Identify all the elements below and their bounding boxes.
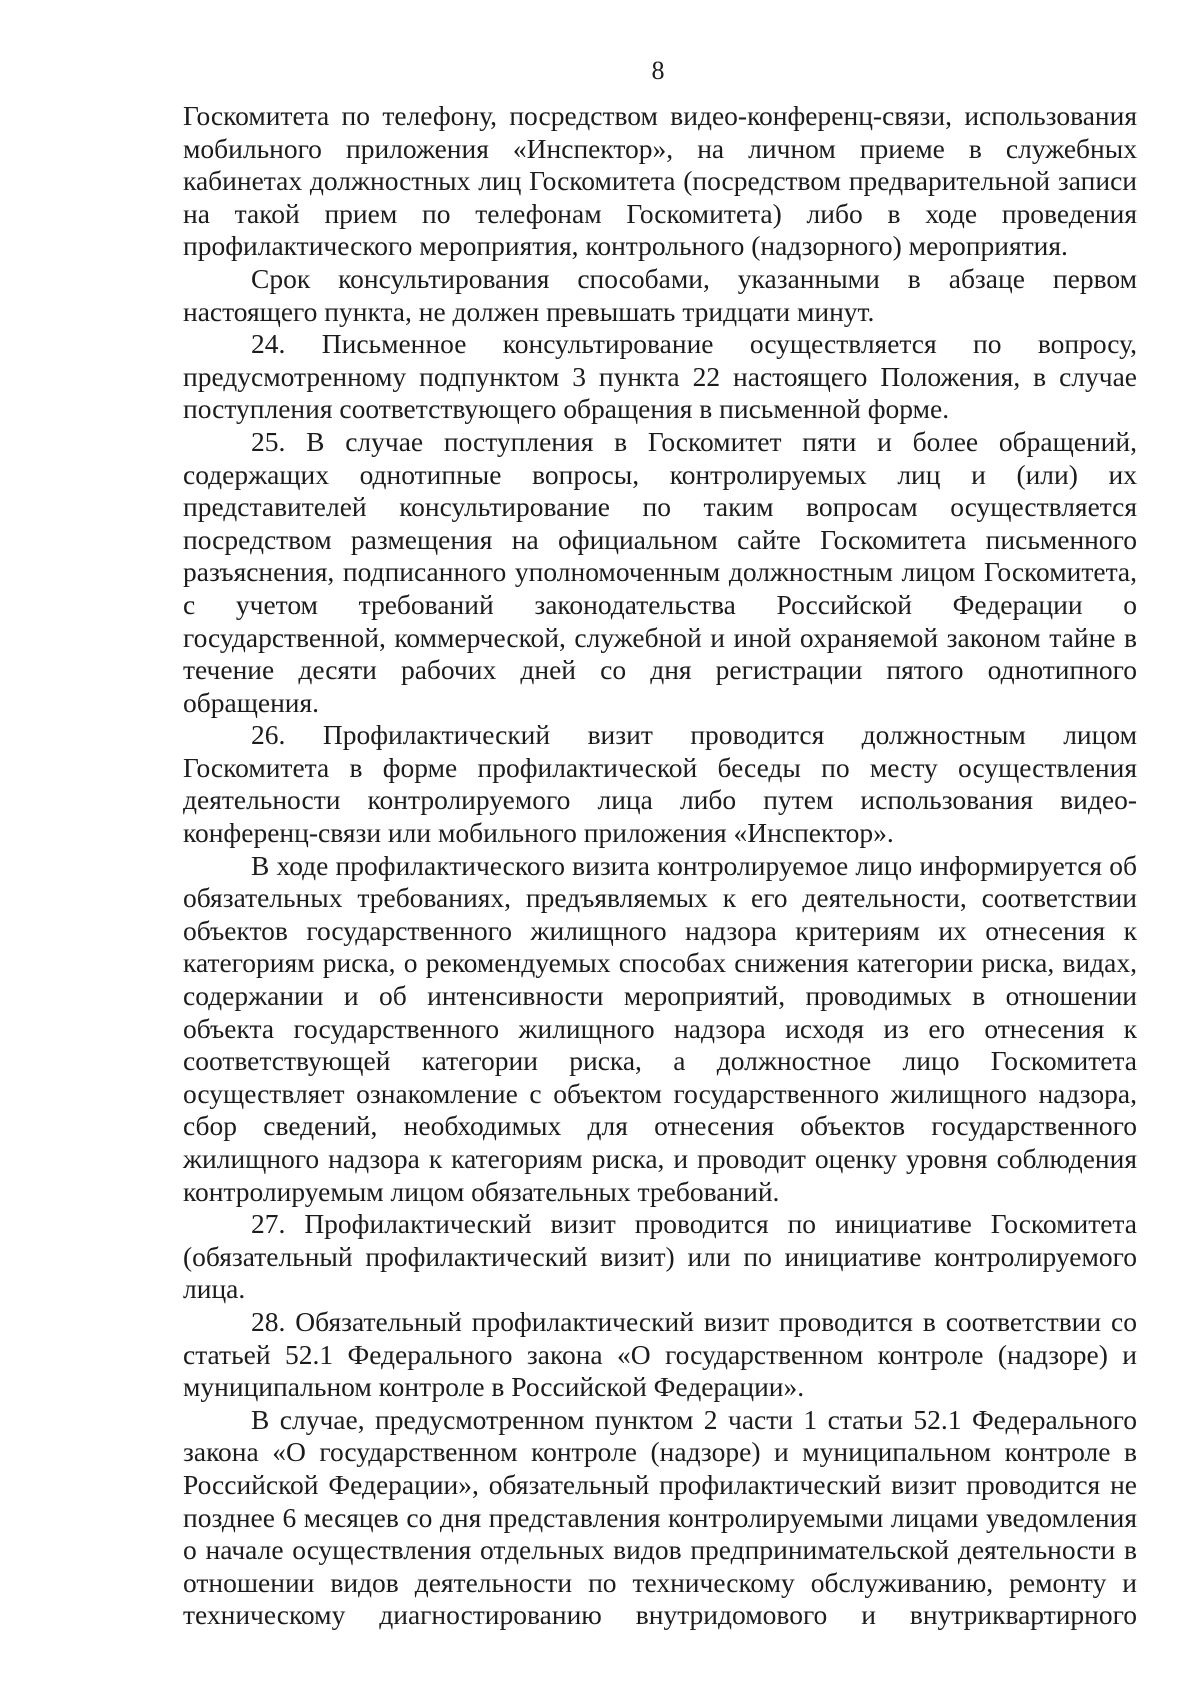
page-number: 8 [651,56,665,85]
paragraph-9: В случае, предусмотренном пунктом 2 части 1 статьи 52.1 Федерального закона «О государственном контроле (надзоре) и муниципальном контроле в Российской Федерации», обязательный профилактический визит проводится не позднее 6 месяцев со дня представления контролируемыми лицами уведомления о начале осуществления отдельных видов предпринимательской деятельности в отношении видов деятельности по техническому обслуживанию, ремонту и техническому диагностированию внутридомового и внутриквартирного [183,1403,1137,1631]
paragraph-8: 28. Обязательный профилактический визит проводится в соответствии со статьей 52.1 Федерального закона «О государственном контроле (надзоре) и муниципальном контроле в Российской Федерации». [183,1305,1137,1403]
paragraph-4: 25. В случае поступления в Госкомитет пяти и более обращений, содержащих однотипные вопросы, контролируемых лиц и (или) их представителей консультирование по таким вопросам осуществляется посредством размещения на официальном сайте Госкомитета письменного разъяснения, подписанного уполномоченным должностным лицом Госкомитета, с учетом требований законодательства Российской Федерации о государственной, коммерческой, служебной и иной охраняемой законом тайне в течение десяти рабочих дней со дня регистрации пятого однотипного обращения. [183,425,1137,718]
paragraph-6: В ходе профилактического визита контролируемое лицо информируется об обязательных требованиях, предъявляемых к его деятельности, соответствии объектов государственного жилищного надзора критериям их отнесения к категориям риска, о рекомендуемых способах снижения категории риска, видах, содержании и об интенсивности мероприятий, проводимых в отношении объекта государственного жилищного надзора исходя из его отнесения к соответствующей категории риска, а должностное лицо Госкомитета осуществляет ознакомление с объектом государственного жилищного надзора, сбор сведений, необходимых для отнесения объектов государственного жилищного надзора к категориям риска, и проводит оценку уровня соблюдения контролируемым лицом обязательных требований. [183,849,1137,1207]
paragraph-2: Срок консультирования способами, указанными в абзаце первом настоящего пункта, не должен превышать тридцати минут. [183,262,1137,327]
paragraph-1: Госкомитета по телефону, посредством видео-конференц-связи, использования мобильного приложения «Инспектор», на личном приеме в служебных кабинетах должностных лиц Госкомитета (посредством предварительной записи на такой прием по телефонам Госкомитета) либо в ходе проведения профилактического мероприятия, контрольного (надзорного) мероприятия. [183,100,1137,262]
paragraph-7: 27. Профилактический визит проводится по инициативе Госкомитета (обязательный профилактический визит) или по инициативе контролируемого лица. [183,1208,1137,1305]
document-body [183,100,1137,1632]
paragraph-5: 26. Профилактический визит проводится должностным лицом Госкомитета в форме профилактической беседы по месту осуществления деятельности контролируемого лица либо путем использования видео-конференц-связи или мобильного приложения «Инспектор». [183,719,1137,849]
paragraph-3: 24. Письменное консультирование осуществляется по вопросу, предусмотренному подпунктом 3 пункта 22 настоящего Положения, в случае поступления соответствующего обращения в письменной форме. [183,328,1137,425]
